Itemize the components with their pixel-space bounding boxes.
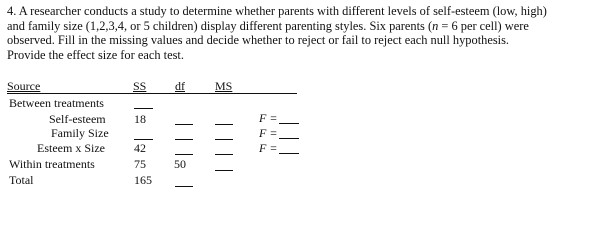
ss-within: 75: [134, 157, 146, 171]
problem-line-2a: and family size (1,2,3,4, or 5 children) display different parenting styles. Six parents (: [7, 18, 433, 33]
anova-table: [7, 79, 597, 207]
blank-family-size-ss: [134, 139, 153, 140]
blank-esteem-x-size-ms: [215, 154, 233, 155]
problem-statement: [7, 4, 597, 62]
header-df: df: [175, 79, 185, 93]
problem-line-2b: = 6 per cell) were: [438, 18, 529, 33]
blank-family-size-ms: [215, 139, 233, 140]
blank-family-size-df: [175, 139, 193, 140]
blank-within-ms: [215, 170, 233, 171]
problem-line-2: [7, 19, 597, 34]
f-self-esteem: F =: [259, 111, 299, 125]
row-source-total: Total: [9, 173, 34, 187]
problem-line-4: Provide the effect size for each test.: [7, 47, 184, 62]
ss-esteem-x-size: 42: [134, 141, 146, 155]
ss-self-esteem: 18: [134, 112, 146, 126]
ss-total: 165: [134, 173, 152, 187]
row-source-family-size: Family Size: [51, 126, 109, 140]
row-source-esteem-x-size: Esteem x Size: [37, 141, 105, 155]
header-source: Source: [7, 79, 41, 93]
blank-self-esteem-ms: [215, 124, 233, 125]
row-source-between: Between treatments: [9, 96, 104, 110]
blank-self-esteem-f: [279, 113, 299, 124]
f-family-size: F =: [259, 126, 299, 140]
blank-family-size-f: [279, 128, 299, 139]
header-rule: [7, 93, 297, 94]
row-source-within: Within treatments: [9, 157, 95, 171]
blank-total-df: [175, 186, 193, 187]
problem-line-3: observed. Fill in the missing values and decide whether to reject or fail to reject each null hypothesis.: [7, 33, 510, 48]
blank-self-esteem-df: [175, 124, 193, 125]
header-ms: MS: [215, 79, 233, 93]
blank-esteem-x-size-f: [279, 143, 299, 154]
header-ss: SS: [133, 79, 147, 93]
blank-between-ss: [134, 108, 153, 109]
n-symbol: n: [432, 18, 439, 33]
df-within: 50: [174, 157, 186, 171]
blank-esteem-x-size-df: [175, 154, 193, 155]
row-source-self-esteem: Self-esteem: [49, 112, 106, 126]
problem-line-1: 4. A researcher conducts a study to determine whether parents with different levels of self-esteem (low, high): [7, 4, 547, 18]
f-esteem-x-size: F =: [259, 141, 299, 155]
